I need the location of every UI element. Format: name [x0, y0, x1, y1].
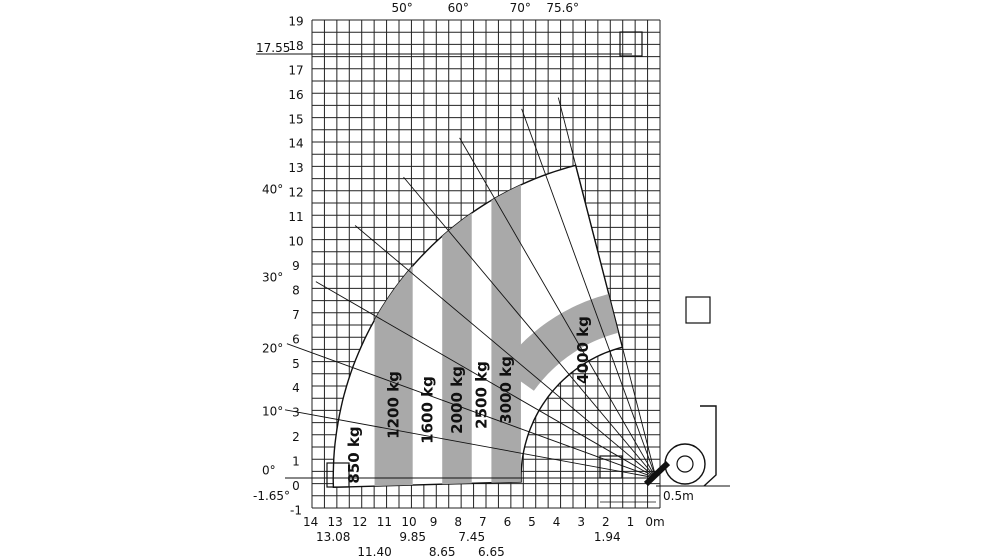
x-tick-13: 13 — [327, 515, 343, 529]
x-tick-11: 11 — [376, 515, 393, 529]
y-tick-labels — [288, 14, 303, 517]
fork-carriage-mid — [686, 297, 710, 323]
zone-label-1600-kg: 1600 kg — [418, 376, 437, 444]
zone-label-850-kg: 850 kg — [344, 426, 363, 484]
x-tick-3: 3 — [577, 515, 586, 529]
x-tick-labels — [303, 515, 665, 558]
zone-label-1200-kg: 1200 kg — [384, 371, 403, 439]
zone-label-3000-kg: 3000 kg — [497, 356, 516, 424]
y-tick-7: 7 — [292, 307, 300, 322]
x-tick-8: 8 — [454, 515, 463, 529]
x-special-13.08: 13.08 — [316, 530, 351, 544]
x-tick-12: 12 — [352, 515, 368, 529]
x-special-7.45: 7.45 — [458, 530, 486, 544]
x-tick-10: 10 — [401, 515, 417, 529]
zone-label-2500-kg: 2500 kg — [472, 361, 491, 429]
y-tick-4: 4 — [292, 381, 300, 396]
angle-label-0: 0° — [262, 463, 276, 478]
x-tick-0m: 0m — [645, 515, 665, 529]
x-special-6.65: 6.65 — [478, 545, 505, 558]
wheel-hub — [677, 456, 693, 472]
x-special-11.40: 11.40 — [357, 545, 392, 558]
x-tick-5: 5 — [528, 515, 536, 529]
y-tick-1: 1 — [292, 454, 300, 469]
y-tick--1: -1 — [290, 503, 302, 518]
angle-label-75.6: 75.6° — [546, 1, 580, 15]
y-tick-9: 9 — [292, 258, 300, 273]
y-tick-2: 2 — [292, 430, 300, 445]
angle-label-10: 10° — [262, 404, 284, 419]
x-tick-9: 9 — [429, 515, 438, 529]
y-tick-18: 18 — [288, 38, 304, 53]
y-tick-16: 16 — [288, 87, 304, 102]
y-tick-15: 15 — [288, 112, 304, 127]
x-tick-6: 6 — [503, 515, 512, 529]
y-tick-8: 8 — [292, 283, 300, 298]
x-tick-1: 1 — [626, 515, 635, 529]
y-tick-19: 19 — [288, 14, 304, 29]
x-tick-2: 2 — [601, 515, 610, 529]
offset-annotation: 0.5m — [663, 489, 694, 503]
x-tick-7: 7 — [478, 515, 487, 529]
wheel — [665, 444, 705, 484]
y-tick-11: 11 — [288, 210, 304, 225]
max-height-label: 17.55 — [256, 41, 291, 55]
angle-label-50: 50° — [391, 1, 413, 15]
y-tick-10: 10 — [288, 234, 304, 249]
x-tick-14: 14 — [302, 515, 319, 529]
zone-label-4000-kg: 4000 kg — [574, 316, 592, 384]
angle-label-40: 40° — [262, 182, 284, 197]
y-tick-6: 6 — [292, 332, 300, 347]
y-tick-14: 14 — [288, 136, 304, 151]
y-tick-17: 17 — [288, 63, 304, 78]
angle-label-70: 70° — [509, 1, 531, 15]
x-special-9.85: 9.85 — [399, 530, 427, 544]
angle-label-20: 20° — [262, 341, 284, 356]
y-tick-12: 12 — [288, 185, 304, 200]
angle-label-60: 60° — [447, 1, 469, 15]
angle-label-30: 30° — [262, 270, 284, 285]
y-tick-13: 13 — [288, 161, 304, 176]
y-tick-3: 3 — [292, 405, 300, 420]
x-special-8.65: 8.65 — [428, 545, 456, 558]
x-tick-4: 4 — [552, 515, 561, 529]
min-angle-label: -1.65° — [253, 489, 291, 503]
y-tick-5: 5 — [292, 356, 300, 371]
x-special-1.94: 1.94 — [593, 530, 621, 544]
y-tick-0: 0 — [292, 479, 300, 493]
zone-label-2000-kg: 2000 kg — [447, 366, 466, 434]
